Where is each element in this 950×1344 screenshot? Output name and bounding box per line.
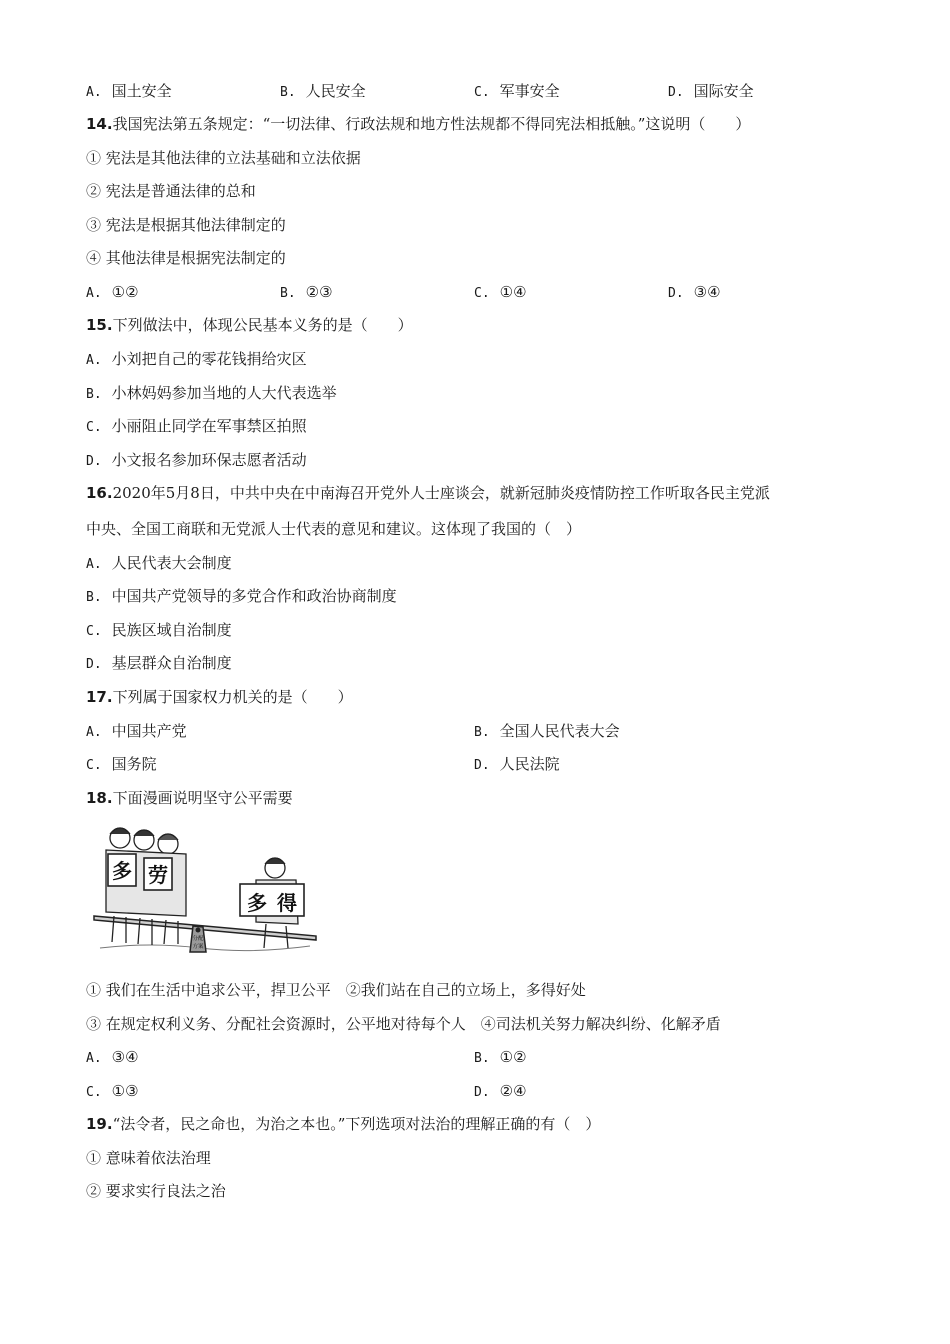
- pivot-label-line1: 分配: [192, 936, 204, 942]
- q16-option-b[interactable]: B. 中国共产党领导的多党合作和政治协商制度: [86, 587, 397, 605]
- q14-statement-3: ③ 宪法是根据其他法律制定的: [86, 216, 286, 234]
- q16-stem-line2: 中央、全国工商联和无党派人士代表的意见和建议。这体现了我国的（ ）: [86, 520, 582, 538]
- q19-statement-2: ② 要求实行良法之治: [86, 1182, 226, 1200]
- q14-stem: 14.我国宪法第五条规定：“一切法律、行政法规和地方性法规都不得同宪法相抵触。”这说明（ ）: [86, 115, 751, 133]
- worker-hair-1: [110, 828, 130, 834]
- q14-option-a[interactable]: A. ①②: [86, 283, 139, 301]
- q19-statement-1: ① 意味着依法治理: [86, 1149, 211, 1167]
- q17-option-d[interactable]: D. 人民法院: [474, 755, 560, 773]
- sign-right-text-2: 得: [277, 891, 297, 915]
- q18-option-c[interactable]: C. ①③: [86, 1082, 139, 1100]
- q14-option-b[interactable]: B. ②③: [280, 283, 333, 301]
- q13-option-c[interactable]: C. 军事安全: [474, 82, 560, 100]
- q19-stem: 19.“法令者，民之命也，为治之本也。”下列选项对法治的理解正确的有（ ）: [86, 1115, 601, 1133]
- sign-left-1-text: 多: [112, 859, 132, 883]
- q17-option-b[interactable]: B. 全国人民代表大会: [474, 722, 620, 740]
- q18-option-a[interactable]: A. ③④: [86, 1048, 139, 1066]
- q15-option-d[interactable]: D. 小文报名参加环保志愿者活动: [86, 451, 307, 469]
- q18-statements-line1: ① 我们在生活中追求公平，捍卫公平 ②我们站在自己的立场上，多得好处: [86, 981, 586, 999]
- q16-option-a[interactable]: A. 人民代表大会制度: [86, 554, 232, 572]
- q16-stem-line1: 16.2020年5月8日，中共中央在中南海召开党外人士座谈会，就新冠肺炎疫情防控工作听取各民主党派: [86, 484, 770, 502]
- seesaw-comic-illustration: [90, 820, 320, 960]
- q17-option-c[interactable]: C. 国务院: [86, 755, 157, 773]
- q13-option-b[interactable]: B. 人民安全: [280, 82, 366, 100]
- q15-option-c[interactable]: C. 小丽阻止同学在军事禁区拍照: [86, 417, 307, 435]
- q14-statement-1: ① 宪法是其他法律的立法基础和立法依据: [86, 149, 361, 167]
- sign-left-2-text: 劳: [148, 863, 168, 887]
- q18-option-d[interactable]: D. ②④: [474, 1082, 527, 1100]
- worker-hair-2: [134, 830, 154, 836]
- q14-option-d[interactable]: D. ③④: [668, 283, 721, 301]
- q16-option-d[interactable]: D. 基层群众自治制度: [86, 654, 232, 672]
- worker-hair-3: [158, 834, 178, 840]
- q15-option-a[interactable]: A. 小刘把自己的零花钱捐给灾区: [86, 350, 307, 368]
- q14-statement-2: ② 宪法是普通法律的总和: [86, 182, 256, 200]
- q14-option-c[interactable]: C. ①④: [474, 283, 527, 301]
- q15-option-b[interactable]: B. 小林妈妈参加当地的人大代表选举: [86, 384, 337, 402]
- q17-option-a[interactable]: A. 中国共产党: [86, 722, 187, 740]
- q16-option-c[interactable]: C. 民族区域自治制度: [86, 621, 232, 639]
- q18-statements-line2: ③ 在规定权利义务、分配社会资源时，公平地对待每个人 ④司法机关努力解决纠纷、化解矛盾: [86, 1015, 721, 1033]
- q18-option-b[interactable]: B. ①②: [474, 1048, 527, 1066]
- q15-stem: 15.下列做法中，体现公民基本义务的是（ ）: [86, 316, 413, 334]
- q14-statement-4: ④ 其他法律是根据宪法制定的: [86, 249, 286, 267]
- sign-right-text-1: 多: [247, 891, 267, 915]
- pivot-bolt: [196, 928, 201, 933]
- q13-option-a[interactable]: A. 国土安全: [86, 82, 172, 100]
- person-hair: [265, 858, 285, 864]
- q17-stem: 17.下列属于国家权力机关的是（ ）: [86, 688, 353, 706]
- q13-option-d[interactable]: D. 国际安全: [668, 82, 754, 100]
- pivot-label-line2: 方案: [192, 944, 204, 950]
- q18-stem: 18.下面漫画说明坚守公平需要: [86, 789, 293, 807]
